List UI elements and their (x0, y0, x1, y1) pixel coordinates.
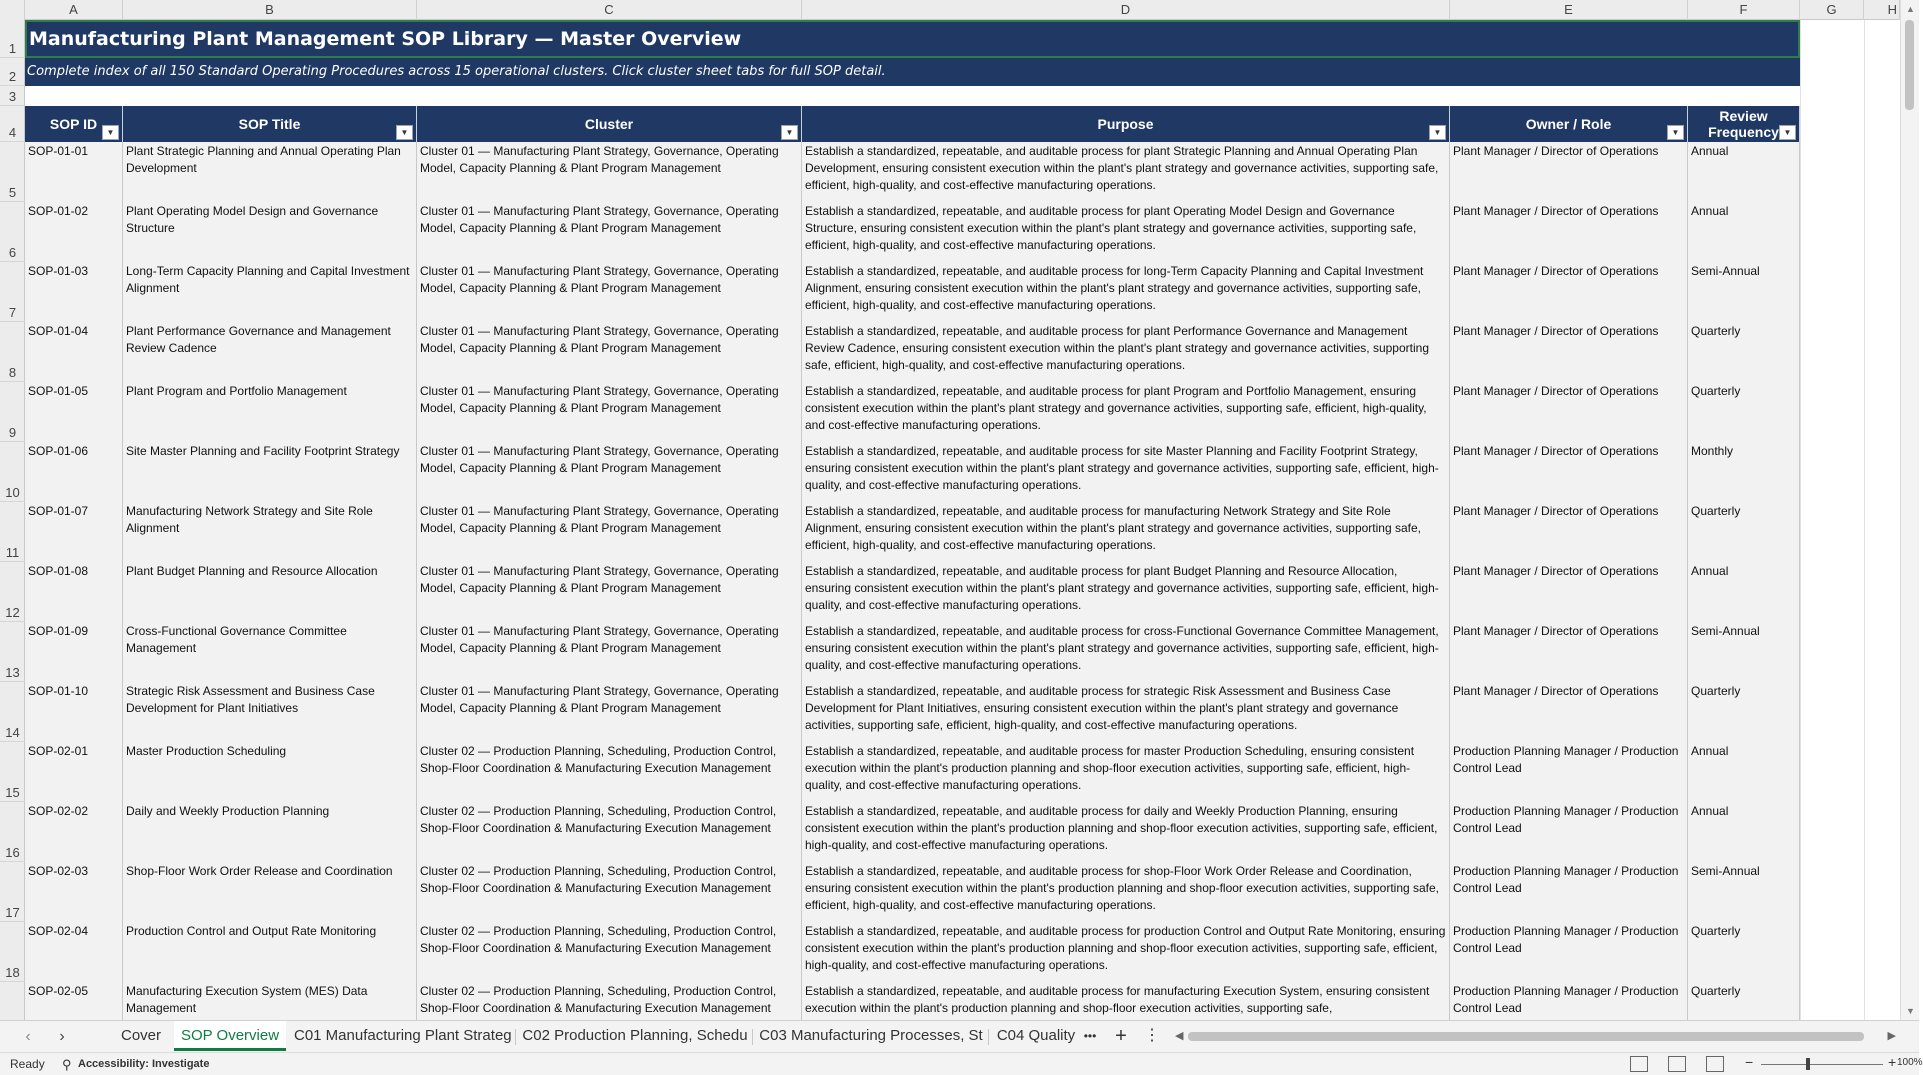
header-owner-role[interactable] (1450, 106, 1688, 142)
cell-cluster[interactable]: Cluster 01 — Manufacturing Plant Strategy, Governance, Operating Model, Capacity Planning & Plant Program Management (417, 562, 802, 622)
cell-owner-role[interactable]: Production Planning Manager / Production Control Lead (1450, 862, 1688, 922)
cell-owner-role[interactable]: Plant Manager / Director of Operations (1450, 322, 1688, 382)
column-header-d[interactable]: D (802, 0, 1450, 20)
table-row (25, 862, 1800, 922)
table-row (25, 622, 1800, 682)
row-header[interactable]: 7 (0, 262, 25, 322)
table-row (25, 142, 1800, 202)
status-bar (0, 1052, 1919, 1075)
horizontal-scroll-thumb[interactable] (1188, 1032, 1864, 1041)
blank-row[interactable] (25, 86, 1800, 106)
cell-review-frequency[interactable]: Annual (1688, 202, 1800, 262)
cell-review-frequency[interactable]: Quarterly (1688, 922, 1800, 982)
cell-cluster[interactable]: Cluster 01 — Manufacturing Plant Strategy, Governance, Operating Model, Capacity Planning & Plant Program Management (417, 142, 802, 202)
cell-purpose[interactable]: Establish a standardized, repeatable, and auditable process for plant Strategic Planning and Annual Operating Plan Development, ensuring consistent execution within the plant's plant strategy and governance activities, supporting safe, efficient, high-quality, and cost-effective manufacturing operations. (802, 142, 1450, 202)
cell-review-frequency[interactable]: Semi-Annual (1688, 862, 1800, 922)
header-label: Review Frequency (1708, 108, 1779, 140)
row-header[interactable]: 5 (0, 142, 25, 202)
cell-sop-title[interactable]: Long-Term Capacity Planning and Capital Investment Alignment (123, 262, 417, 322)
tab-scroll-right-icon[interactable]: › (59, 1028, 65, 1045)
scroll-down-icon[interactable]: ▼ (1906, 1006, 1915, 1016)
cell-sop-id[interactable]: SOP-01-05 (25, 382, 123, 442)
cell-sop-title[interactable]: Plant Program and Portfolio Management (123, 382, 417, 442)
cell-sop-title[interactable]: Manufacturing Execution System (MES) Data Management (123, 982, 417, 1042)
cell-review-frequency[interactable]: Annual (1688, 562, 1800, 622)
table-row (25, 442, 1800, 502)
tab-sop-overview[interactable]: SOP Overview (174, 1021, 286, 1051)
cell-owner-role[interactable]: Production Planning Manager / Production Control Lead (1450, 922, 1688, 982)
status-ready: Ready (10, 1057, 45, 1071)
row-header[interactable]: 2 (0, 58, 25, 86)
cell-cluster[interactable]: Cluster 01 — Manufacturing Plant Strategy, Governance, Operating Model, Capacity Planning & Plant Program Management (417, 502, 802, 562)
cell-purpose[interactable]: Establish a standardized, repeatable, and auditable process for plant Program and Portfolio Management, ensuring consistent execution within the plant's plant strategy and governance activities, supporting safe, efficient, high-quality, and cost-effective manufacturing operations. (802, 382, 1450, 442)
table-row (25, 202, 1800, 262)
filter-dropdown-icon[interactable]: ▼ (396, 125, 413, 140)
cell-purpose[interactable]: Establish a standardized, repeatable, and auditable process for production Control and Output Rate Monitoring, ensuring consistent execution within the plant's production planning and shop-floor execution activities, supporting safe, efficient, high-quality, and cost-effective manufacturing operations. (802, 922, 1450, 982)
vertical-scroll-thumb[interactable] (1905, 20, 1914, 110)
cell-review-frequency[interactable]: Monthly (1688, 442, 1800, 502)
sheet-subtitle[interactable]: Complete index of all 150 Standard Operating Procedures across 15 operational clusters. Click cluster sheet tabs for full SOP detail. (25, 58, 1800, 86)
cell-cluster[interactable]: Cluster 02 — Production Planning, Scheduling, Production Control, Shop-Floor Coordination & Manufacturing Execution Management (417, 982, 802, 1042)
column-header-h[interactable]: H (1864, 0, 1900, 20)
tab-divider (515, 1029, 516, 1045)
cell-review-frequency[interactable]: Quarterly (1688, 502, 1800, 562)
cell-purpose[interactable]: Establish a standardized, repeatable, and auditable process for daily and Weekly Production Planning, ensuring consistent execution within the plant's production planning and shop-floor execution activities, supporting safe, efficient, high-quality, and cost-effective manufacturing operations. (802, 802, 1450, 862)
zoom-out-icon[interactable]: − (1745, 1054, 1754, 1070)
row-header[interactable]: 10 (0, 442, 25, 502)
cell-owner-role[interactable]: Plant Manager / Director of Operations (1450, 502, 1688, 562)
table-row (25, 922, 1800, 982)
cell-owner-role[interactable]: Plant Manager / Director of Operations (1450, 442, 1688, 502)
row-header[interactable]: 1 (0, 20, 25, 58)
column-header-g[interactable]: G (1800, 0, 1864, 20)
cell-sop-id[interactable]: SOP-01-04 (25, 322, 123, 382)
header-sop-title[interactable] (123, 106, 417, 142)
row-header[interactable]: 6 (0, 202, 25, 262)
row-header[interactable]: 15 (0, 742, 25, 802)
header-cluster[interactable] (417, 106, 802, 142)
row-header-strip (0, 20, 25, 1020)
cell-owner-role[interactable]: Plant Manager / Director of Operations (1450, 622, 1688, 682)
cell-review-frequency[interactable]: Annual (1688, 142, 1800, 202)
cell-sop-id[interactable]: SOP-02-05 (25, 982, 123, 1042)
add-sheet-icon[interactable]: + (1115, 1025, 1127, 1047)
tab-c04[interactable]: C04 Quality (996, 1027, 1076, 1044)
normal-view-icon[interactable] (1630, 1056, 1648, 1072)
cell-purpose[interactable]: Establish a standardized, repeatable, and auditable process for site Master Planning and Facility Footprint Strategy, ensuring consistent execution within the plant's plant strategy and governance activities, supporting safe, efficient, high-quality, and cost-effective manufacturing operations. (802, 442, 1450, 502)
row-header[interactable]: 16 (0, 802, 25, 862)
cell-sop-id[interactable]: SOP-01-03 (25, 262, 123, 322)
cell-sop-title[interactable]: Strategic Risk Assessment and Business Case Development for Plant Initiatives (123, 682, 417, 742)
row-header[interactable]: 11 (0, 502, 25, 562)
cell-review-frequency[interactable]: Semi-Annual (1688, 622, 1800, 682)
cell-sop-title[interactable]: Master Production Scheduling (123, 742, 417, 802)
row-header[interactable]: 9 (0, 382, 25, 442)
header-label: SOP Title (238, 116, 301, 132)
cell-sop-id[interactable]: SOP-01-09 (25, 622, 123, 682)
row-header[interactable]: 18 (0, 922, 25, 982)
cell-purpose[interactable]: Establish a standardized, repeatable, and auditable process for long-Term Capacity Planning and Capital Investment Alignment, ensuring consistent execution within the plant's plant strategy and governance activities, supporting safe, efficient, high-quality, and cost-effective manufacturing operations. (802, 262, 1450, 322)
cell-sop-title[interactable]: Cross-Functional Governance Committee Management (123, 622, 417, 682)
cell-review-frequency[interactable]: Semi-Annual (1688, 262, 1800, 322)
cell-owner-role[interactable]: Production Planning Manager / Production Control Lead (1450, 802, 1688, 862)
cell-owner-role[interactable]: Plant Manager / Director of Operations (1450, 382, 1688, 442)
cell-owner-role[interactable]: Plant Manager / Director of Operations (1450, 682, 1688, 742)
horizontal-scrollbar[interactable] (1175, 1029, 1898, 1043)
cell-review-frequency[interactable]: Annual (1688, 802, 1800, 862)
cell-cluster[interactable]: Cluster 01 — Manufacturing Plant Strategy, Governance, Operating Model, Capacity Planning & Plant Program Management (417, 262, 802, 322)
cell-review-frequency[interactable]: Quarterly (1688, 682, 1800, 742)
table-row (25, 382, 1800, 442)
table-row (25, 802, 1800, 862)
header-label: Owner / Role (1525, 116, 1612, 132)
table-row (25, 682, 1800, 742)
scroll-up-icon[interactable]: ▲ (1906, 4, 1915, 14)
column-header-a[interactable]: A (25, 0, 123, 20)
cell-purpose[interactable]: Establish a standardized, repeatable, and auditable process for plant Operating Model Design and Governance Structure, ensuring consistent execution within the plant's plant strategy and governance activities, supporting safe, efficient, high-quality, and cost-effective manufacturing operations. (802, 202, 1450, 262)
row-header[interactable]: 13 (0, 622, 25, 682)
column-header-b[interactable]: B (123, 0, 417, 20)
zoom-slider[interactable] (1761, 1064, 1883, 1065)
cell-sop-id[interactable]: SOP-02-02 (25, 802, 123, 862)
cell-sop-title[interactable]: Production Control and Output Rate Monitoring (123, 922, 417, 982)
cell-sop-id[interactable]: SOP-02-04 (25, 922, 123, 982)
cell-cluster[interactable]: Cluster 02 — Production Planning, Scheduling, Production Control, Shop-Floor Coordination & Manufacturing Execution Management (417, 862, 802, 922)
cell-sop-id[interactable]: SOP-01-08 (25, 562, 123, 622)
cell-cluster[interactable]: Cluster 01 — Manufacturing Plant Strategy, Governance, Operating Model, Capacity Planning & Plant Program Management (417, 322, 802, 382)
scroll-right-icon[interactable]: ▶ (1887, 1030, 1896, 1042)
cell-owner-role[interactable]: Plant Manager / Director of Operations (1450, 562, 1688, 622)
tab-c02[interactable]: C02 Production Planning, Schedu (522, 1027, 748, 1044)
accessibility-icon[interactable]: ⚲ (62, 1057, 72, 1072)
cell-sop-id[interactable]: SOP-01-02 (25, 202, 123, 262)
cell-cluster[interactable]: Cluster 02 — Production Planning, Scheduling, Production Control, Shop-Floor Coordination & Manufacturing Execution Management (417, 742, 802, 802)
select-all-corner[interactable] (0, 0, 25, 20)
zoom-level-label[interactable]: 100% (1897, 1057, 1923, 1068)
cell-review-frequency[interactable]: Quarterly (1688, 322, 1800, 382)
cell-cluster[interactable]: Cluster 02 — Production Planning, Scheduling, Production Control, Shop-Floor Coordination & Manufacturing Execution Management (417, 802, 802, 862)
tab-divider (988, 1029, 989, 1045)
table-row (25, 262, 1800, 322)
filter-dropdown-icon[interactable]: ▼ (1667, 125, 1684, 140)
cell-purpose[interactable]: Establish a standardized, repeatable, and auditable process for manufacturing Execution System, ensuring consistent execution within the plant's production planning and shop-floor execution activities, supporting safe, (802, 982, 1450, 1042)
accessibility-status[interactable]: Accessibility: Investigate (78, 1058, 210, 1070)
cell-sop-title[interactable]: Daily and Weekly Production Planning (123, 802, 417, 862)
cell-sop-title[interactable]: Plant Strategic Planning and Annual Operating Plan Development (123, 142, 417, 202)
page-layout-view-icon[interactable] (1668, 1056, 1686, 1072)
cell-sop-id[interactable]: SOP-02-01 (25, 742, 123, 802)
row-header[interactable]: 12 (0, 562, 25, 622)
filter-dropdown-icon[interactable]: ▼ (102, 125, 119, 140)
row-header[interactable]: 17 (0, 862, 25, 922)
sheet-menu-icon[interactable]: ⋮ (1144, 1027, 1160, 1044)
cell-purpose[interactable]: Establish a standardized, repeatable, and auditable process for cross-Functional Governance Committee Management, ensuring consistent execution within the plant's plant strategy and governance activities, supporting safe, efficient, high-quality, and cost-effective manufacturing operations. (802, 622, 1450, 682)
column-header-f[interactable]: F (1688, 0, 1800, 20)
cell-sop-title[interactable]: Plant Performance Governance and Management Review Cadence (123, 322, 417, 382)
column-header-e[interactable]: E (1450, 0, 1688, 20)
tab-scroll-left-icon[interactable]: ‹ (25, 1028, 31, 1045)
cell-sop-title[interactable]: Plant Budget Planning and Resource Allocation (123, 562, 417, 622)
table-row (25, 322, 1800, 382)
cell-sop-id[interactable]: SOP-01-01 (25, 142, 123, 202)
row-header[interactable]: 4 (0, 106, 25, 142)
gridline (1864, 20, 1865, 1020)
cell-purpose[interactable]: Establish a standardized, repeatable, and auditable process for manufacturing Network Strategy and Site Role Alignment, ensuring consistent execution within the plant's plant strategy and governance activities, supporting safe, efficient, high-quality, and cost-effective manufacturing operations. (802, 502, 1450, 562)
tab-cover[interactable]: Cover (120, 1027, 161, 1044)
more-tabs-icon[interactable]: ••• (1083, 1029, 1097, 1043)
cell-cluster[interactable]: Cluster 01 — Manufacturing Plant Strategy, Governance, Operating Model, Capacity Planning & Plant Program Management (417, 382, 802, 442)
sheet-grid[interactable] (25, 20, 1900, 1020)
page-break-view-icon[interactable] (1706, 1056, 1724, 1072)
cell-sop-title[interactable]: Shop-Floor Work Order Release and Coordination (123, 862, 417, 922)
cell-sop-title[interactable]: Manufacturing Network Strategy and Site Role Alignment (123, 502, 417, 562)
cell-sop-id[interactable]: SOP-01-10 (25, 682, 123, 742)
cell-owner-role[interactable]: Production Planning Manager / Production Control Lead (1450, 742, 1688, 802)
cell-cluster[interactable]: Cluster 01 — Manufacturing Plant Strategy, Governance, Operating Model, Capacity Planning & Plant Program Management (417, 622, 802, 682)
filter-dropdown-icon[interactable]: ▼ (1429, 125, 1446, 140)
cell-purpose[interactable]: Establish a standardized, repeatable, and auditable process for plant Budget Planning and Resource Allocation, ensuring consistent execution within the plant's plant strategy and governance activities, supporting safe, efficient, high-quality, and cost-effective manufacturing operations. (802, 562, 1450, 622)
cell-review-frequency[interactable]: Annual (1688, 742, 1800, 802)
scroll-left-icon[interactable]: ◀ (1175, 1030, 1184, 1042)
cell-review-frequency[interactable]: Quarterly (1688, 382, 1800, 442)
cell-cluster[interactable]: Cluster 01 — Manufacturing Plant Strategy, Governance, Operating Model, Capacity Planning & Plant Program Management (417, 442, 802, 502)
cell-owner-role[interactable]: Production Planning Manager / Production Control Lead (1450, 982, 1688, 1042)
cell-owner-role[interactable]: Plant Manager / Director of Operations (1450, 142, 1688, 202)
filter-dropdown-icon[interactable]: ▼ (781, 125, 798, 140)
header-label: Purpose (1097, 116, 1154, 132)
tab-c03[interactable]: C03 Manufacturing Processes, St (759, 1027, 983, 1044)
cell-purpose[interactable]: Establish a standardized, repeatable, and auditable process for plant Performance Governance and Management Review Cadence, ensuring consistent execution within the plant's plant strategy and governance activities, supporting safe, efficient, high-quality, and cost-effective manufacturing operations. (802, 322, 1450, 382)
zoom-in-icon[interactable]: + (1888, 1054, 1897, 1070)
cell-sop-id[interactable]: SOP-01-07 (25, 502, 123, 562)
filter-dropdown-icon[interactable]: ▼ (1779, 125, 1796, 140)
column-header-strip (0, 0, 1900, 20)
cell-sop-id[interactable]: SOP-02-03 (25, 862, 123, 922)
row-header[interactable]: 14 (0, 682, 25, 742)
row-header[interactable]: 3 (0, 86, 25, 106)
cell-owner-role[interactable]: Plant Manager / Director of Operations (1450, 262, 1688, 322)
cell-cluster[interactable]: Cluster 01 — Manufacturing Plant Strategy, Governance, Operating Model, Capacity Planning & Plant Program Management (417, 682, 802, 742)
header-purpose[interactable] (802, 106, 1450, 142)
sheet-tab-bar (0, 1020, 1919, 1052)
table-row (25, 742, 1800, 802)
row-header[interactable]: 8 (0, 322, 25, 382)
cell-purpose[interactable]: Establish a standardized, repeatable, and auditable process for strategic Risk Assessment and Business Case Development for Plant Initiatives, ensuring consistent execution within the plant's plant strategy and governance activities, supporting safe, efficient, high-quality, and cost-effective manufacturing operations. (802, 682, 1450, 742)
column-header-c[interactable]: C (417, 0, 802, 20)
cell-sop-id[interactable]: SOP-01-06 (25, 442, 123, 502)
header-label: Cluster (584, 116, 634, 132)
cell-sop-title[interactable]: Site Master Planning and Facility Footprint Strategy (123, 442, 417, 502)
sheet-title[interactable]: Manufacturing Plant Management SOP Library — Master Overview (25, 20, 1800, 58)
header-label: SOP ID (49, 116, 98, 132)
table-row (25, 502, 1800, 562)
cell-cluster[interactable]: Cluster 01 — Manufacturing Plant Strategy, Governance, Operating Model, Capacity Planning & Plant Program Management (417, 202, 802, 262)
cell-review-frequency[interactable]: Quarterly (1688, 982, 1800, 1042)
cell-sop-title[interactable]: Plant Operating Model Design and Governance Structure (123, 202, 417, 262)
header-review-frequency[interactable] (1688, 106, 1800, 142)
cell-purpose[interactable]: Establish a standardized, repeatable, and auditable process for master Production Scheduling, ensuring consistent execution within the plant's production planning and shop-floor execution activities, supporting safe, efficient, high-quality, and cost-effective manufacturing operations. (802, 742, 1450, 802)
gridline (1800, 20, 1801, 1020)
cell-owner-role[interactable]: Plant Manager / Director of Operations (1450, 202, 1688, 262)
cell-purpose[interactable]: Establish a standardized, repeatable, and auditable process for shop-Floor Work Order Release and Coordination, ensuring consistent execution within the plant's production planning and shop-floor execution activities, supporting safe, efficient, high-quality, and cost-effective manufacturing operations. (802, 862, 1450, 922)
vertical-scrollbar[interactable] (1900, 0, 1919, 1020)
zoom-slider-thumb[interactable] (1806, 1058, 1810, 1070)
tab-c01[interactable]: C01 Manufacturing Plant Strateg (294, 1027, 512, 1044)
table-row (25, 562, 1800, 622)
cell-cluster[interactable]: Cluster 02 — Production Planning, Scheduling, Production Control, Shop-Floor Coordination & Manufacturing Execution Management (417, 922, 802, 982)
header-sop-id[interactable] (25, 106, 123, 142)
tab-divider (752, 1029, 753, 1045)
